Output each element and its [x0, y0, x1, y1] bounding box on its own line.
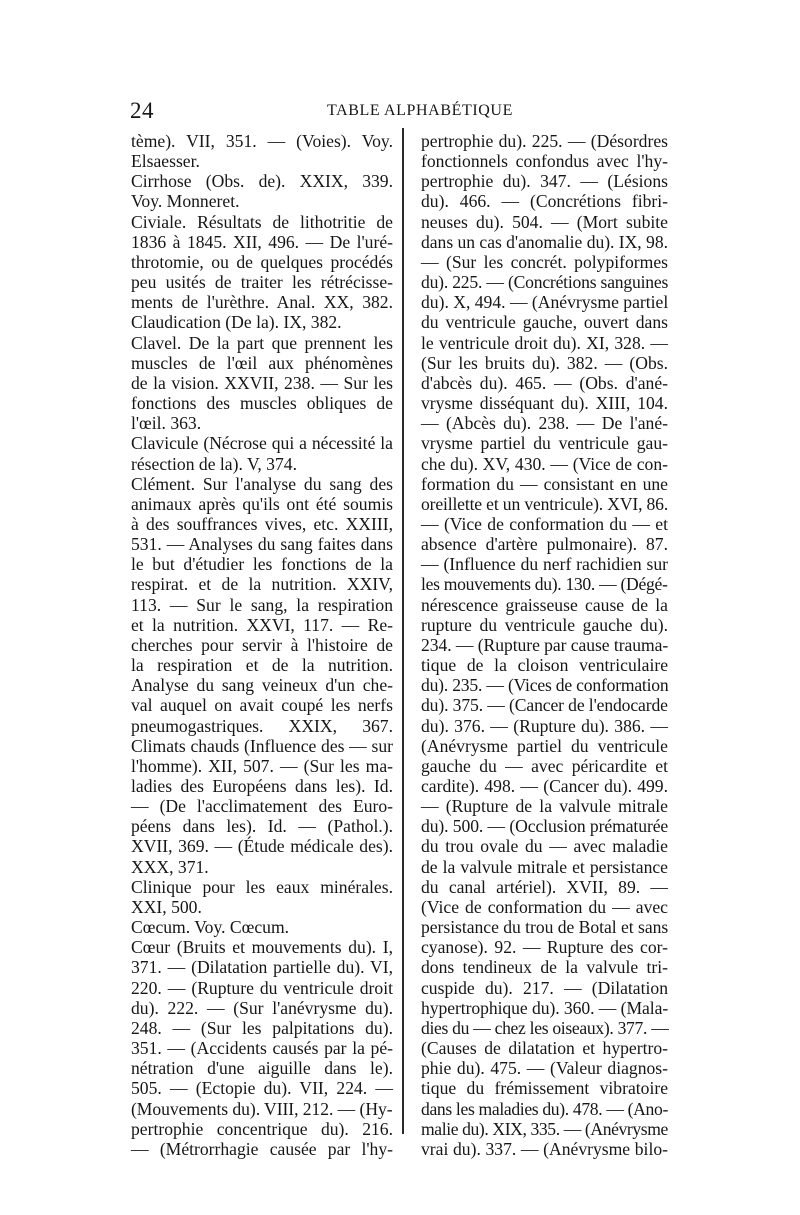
index-line: — (Influence du nerf rachidien sur [421, 554, 668, 575]
index-line: du). 376. — (Rupture du). 386. — [421, 715, 668, 736]
index-line: 371. — (Dilatation partielle du). VI, [131, 957, 393, 978]
index-line: Clavicule (Nécrose qui a nécessité la [131, 433, 393, 454]
index-line: rupture du ventricule gauche du). [421, 614, 668, 635]
index-line: la respiration et de la nutrition. [131, 655, 393, 676]
index-line: les mouvements du). 130. — (Dégé- [421, 574, 668, 595]
index-line: nétration d'une aiguille dans le). [131, 1058, 393, 1079]
index-line: peu usités de traiter les rétrécisse- [131, 272, 393, 293]
index-line: Cœcum. Voy. Cœcum. [131, 917, 290, 938]
index-line: val auquel on avait coupé les nerfs [131, 695, 393, 716]
index-line: XVII, 369. — (Étude médicale des). [131, 836, 393, 857]
index-line: — (Abcès du). 238. — De l'ané- [421, 413, 668, 434]
index-line: — (De l'acclimatement des Euro- [131, 796, 393, 817]
index-line: Cœur (Bruits et mouvements du). I, [131, 937, 393, 958]
index-line: Climats chauds (Influence des — sur [131, 735, 393, 756]
index-line: (Mouvements du). VIII, 212. — (Hy- [131, 1098, 393, 1119]
index-line: tique du frémissement vibratoire [421, 1078, 668, 1099]
index-line: du canal artériel). XVII, 89. — [421, 876, 668, 897]
index-line: — (Sur les concrét. polypiformes [421, 251, 668, 272]
index-line: du). 222. — (Sur l'anévrysme du). [131, 997, 393, 1018]
index-line: du). X, 494. — (Anévrysme partiel [421, 292, 669, 313]
index-line: neuses du). 504. — (Mort subite [421, 211, 668, 232]
index-line: dies du — chez les oiseaux). 377. — [421, 1017, 669, 1038]
index-line: Analyse du sang veineux d'un che- [131, 675, 393, 696]
index-line: Clinique pour les eaux minérales. [131, 876, 393, 897]
index-line: formation du — consistant en une [421, 473, 668, 494]
index-line: Civiale. Résultats de lithotritie de [131, 211, 393, 232]
index-line: XXX, 371. [131, 856, 209, 877]
index-line: animaux après qu'ils ont été soumis [131, 493, 393, 514]
index-line: dans les maladies du). 478. — (Ano- [421, 1098, 668, 1119]
index-line: cyanose). 92. — Rupture des cor- [421, 937, 668, 958]
index-line: vrysme disséquant du). XIII, 104. [421, 393, 668, 414]
index-line: oreillette et un ventricule). XVI, 86. [421, 493, 669, 514]
index-line: phie du). 475. — (Valeur diagnos- [421, 1058, 668, 1079]
index-line: le ventricule droit du). XI, 328. — [421, 332, 668, 353]
index-line: du). 375. — (Cancer de l'endocarde [421, 695, 668, 716]
index-line: le but d'étudier les fonctions de la [131, 554, 393, 575]
index-line: throtomie, ou de quelques procédés [131, 251, 393, 272]
index-line: muscles de l'œil aux phénomènes [131, 352, 393, 373]
index-line: Voy. Monneret. [131, 191, 240, 212]
index-line: Cirrhose (Obs. de). XXIX, 339. [131, 171, 393, 192]
column-rule [402, 128, 404, 1134]
index-line: (Sur les bruits du). 382. — (Obs. [421, 352, 668, 373]
index-line: gauche du — avec péricardite et [421, 755, 668, 776]
index-line: pertrophie du). 225. — (Désordres [421, 131, 668, 151]
index-line: tique de la cloison ventriculaire [421, 655, 668, 676]
index-line: Clavel. De la part que prennent les [131, 332, 393, 353]
index-line: Elsaesser. [131, 151, 200, 172]
index-line: pneumogastriques. XXIX, 367. [131, 715, 393, 736]
index-line: dans un cas d'anomalie du). IX, 98. [421, 231, 668, 252]
index-line: pertrophie concentrique du). 216. [131, 1118, 393, 1139]
index-line: du ventricule gauche, ouvert dans [421, 312, 668, 333]
index-line: pertrophie du). 347. — (Lésions [421, 171, 668, 192]
index-line: — (Métrorrhagie causée par l'hy- [131, 1138, 393, 1159]
index-line: cardite). 498. — (Cancer du). 499. [421, 776, 668, 796]
index-line: respirat. et de la nutrition. XXIV, [131, 574, 393, 595]
index-line: 248. — (Sur les palpitations du). [131, 1017, 393, 1038]
index-line: cuspide du). 217. — (Dilatation [421, 977, 668, 998]
index-line: vrai du). 337. — (Anévrysme bilo- [421, 1138, 668, 1159]
index-line: — (Rupture de la valvule mitrale [421, 796, 668, 817]
index-line: 351. — (Accidents causés par la pé- [131, 1038, 393, 1059]
index-line: absence d'artère pulmonaire). 87. [421, 534, 668, 555]
index-line: (Anévrysme partiel du ventricule [421, 735, 668, 756]
index-line: de la valvule mitrale et persistance [421, 856, 668, 877]
index-line: de la vision. XXVII, 238. — Sur les [131, 372, 393, 393]
index-line: 531. — Analyses du sang faites dans [131, 534, 393, 555]
index-line: fonctionnels confondus avec l'hy- [421, 151, 668, 172]
index-line: l'homme). XII, 507. — (Sur les ma- [131, 755, 393, 776]
index-line: à des souffrances vives, etc. XXIII, [131, 513, 393, 534]
index-line: péens dans les). Id. — (Pathol.). [131, 816, 393, 837]
index-line: ments de l'urèthre. Anal. XX, 382. [131, 292, 393, 313]
index-line: nérescence graisseuse cause de la [421, 594, 668, 615]
index-line: fonctions des muscles obliques de [131, 393, 393, 414]
index-column-right [421, 131, 668, 1159]
index-line: (Causes de dilatation et hypertro- [421, 1038, 668, 1059]
index-line: persistance du trou de Botal et sans [421, 917, 669, 938]
index-line: hypertrophique du). 360. — (Mala- [421, 997, 669, 1018]
index-column-left [131, 131, 393, 1159]
index-line: vrysme partiel du ventricule gau- [421, 433, 668, 454]
page-number: 24 [130, 98, 154, 123]
running-head: TABLE ALPHABÉTIQUE [327, 102, 513, 119]
index-line: Claudication (De la). IX, 382. [131, 312, 342, 333]
index-line: cherches pour servir à l'histoire de [131, 634, 393, 655]
index-line: tème). VII, 351. — (Voies). Voy. [131, 131, 393, 151]
index-line: — (Vice de conformation du — et [421, 513, 668, 534]
index-line: Clément. Sur l'analyse du sang des [131, 473, 393, 494]
index-line: che du). XV, 430. — (Vice de con- [421, 453, 668, 474]
index-line: 505. — (Ectopie du). VII, 224. — [131, 1078, 393, 1099]
index-line: d'abcès du). 465. — (Obs. d'ané- [421, 372, 668, 393]
index-line: et la nutrition. XXVI, 117. — Re- [131, 614, 393, 635]
index-line: XXI, 500. [131, 896, 202, 917]
index-line: (Vice de conformation du — avec [421, 896, 668, 917]
index-line: 220. — (Rupture du ventricule droit [131, 977, 393, 998]
index-line: malie du). XIX, 335. — (Anévrysme [421, 1118, 668, 1139]
index-line: 1836 à 1845. XII, 496. — De l'uré- [131, 231, 393, 252]
index-line: du). 500. — (Occlusion prématurée [421, 816, 669, 837]
index-line: l'œil. 363. [131, 413, 202, 434]
index-line: du). 225. — (Concrétions sanguines [421, 272, 669, 293]
index-line: du). 466. — (Concrétions fibri- [421, 191, 668, 212]
index-line: du). 235. — (Vices de conformation [421, 675, 669, 696]
index-line: du trou ovale du — avec maladie [421, 836, 668, 857]
index-line: ladies des Européens dans les). Id. [131, 776, 393, 796]
index-line: dons tendineux de la valvule tri- [421, 957, 668, 978]
index-line: 234. — (Rupture par cause trauma- [421, 634, 669, 655]
index-line: résection de la). V, 374. [131, 453, 297, 474]
index-line: 113. — Sur le sang, la respiration [131, 594, 393, 615]
